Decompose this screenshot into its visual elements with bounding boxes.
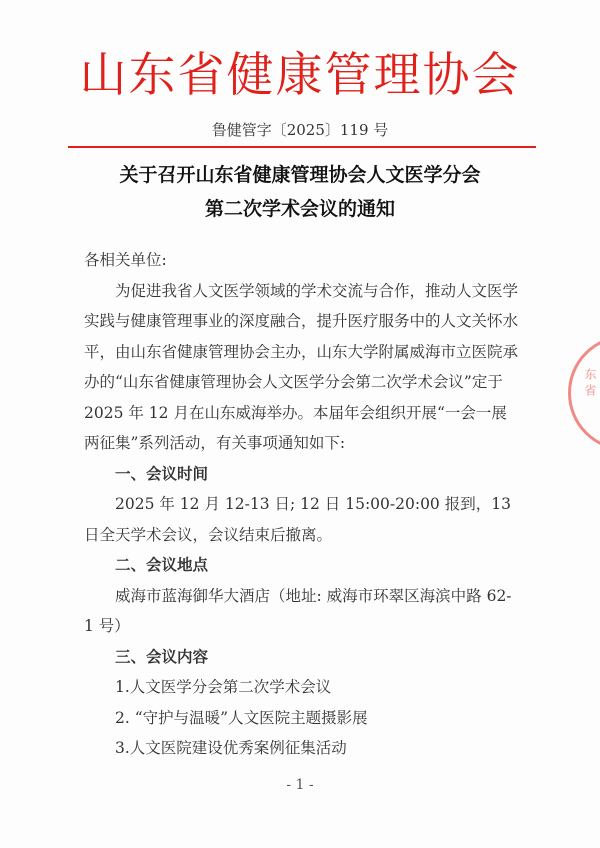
section-heading-time: 一、会议时间 bbox=[115, 463, 209, 483]
page-number: - 1 - bbox=[286, 777, 314, 793]
title-line-2: 第二次学术会议的通知 bbox=[204, 198, 395, 220]
content-item-1: 1.人文医学分会第二次学术会议 bbox=[115, 678, 332, 696]
section-content-time: 2025 年 12 月 12-13 日; 12 日 15:00-20:00 报到，13 日全天学术会议，会议结束后撤离。 bbox=[84, 495, 511, 544]
document-number: 鲁健管字〔2025〕119 号 bbox=[211, 121, 389, 139]
seal-text: 东 省 bbox=[583, 368, 597, 396]
section-heading-location: 二、会议地点 bbox=[115, 555, 209, 574]
content-item-3: 3.人文医院建设优秀案例征集活动 bbox=[115, 739, 347, 757]
org-letterhead: 山东省健康管理协会 bbox=[79, 48, 521, 103]
title-line-1: 关于召开山东省健康管理协会人文医学分会 bbox=[119, 164, 481, 186]
section-content-location: 威海市蓝海御华大酒店（地址: 威海市环翠区海滨中路 62-1 号） bbox=[84, 586, 512, 635]
section-heading-content: 三、会议内容 bbox=[115, 646, 209, 666]
document-title bbox=[40, 158, 560, 226]
salutation: 各相关单位: bbox=[84, 251, 167, 269]
content-item-2: 2. “守护与温暖”人文医院主题摄影展 bbox=[115, 708, 368, 727]
intro-paragraph: 为促进我省人文医学领域的学术交流与合作，推动人文医学实践与健康管理事业的深度融合，提升医疗服务中的人文关怀水平，由山东省健康管理协会主办，山东大学附属威海市立医院承办的“山东省健康管理协会人文医学分会第二次学术会议”定于 2025 年 12 月在山东威海举办。本届年会组织开展“一会一展两征集”系列活动，有关事项通知如下: bbox=[84, 281, 519, 452]
red-divider bbox=[68, 146, 536, 148]
document-body bbox=[84, 245, 521, 764]
